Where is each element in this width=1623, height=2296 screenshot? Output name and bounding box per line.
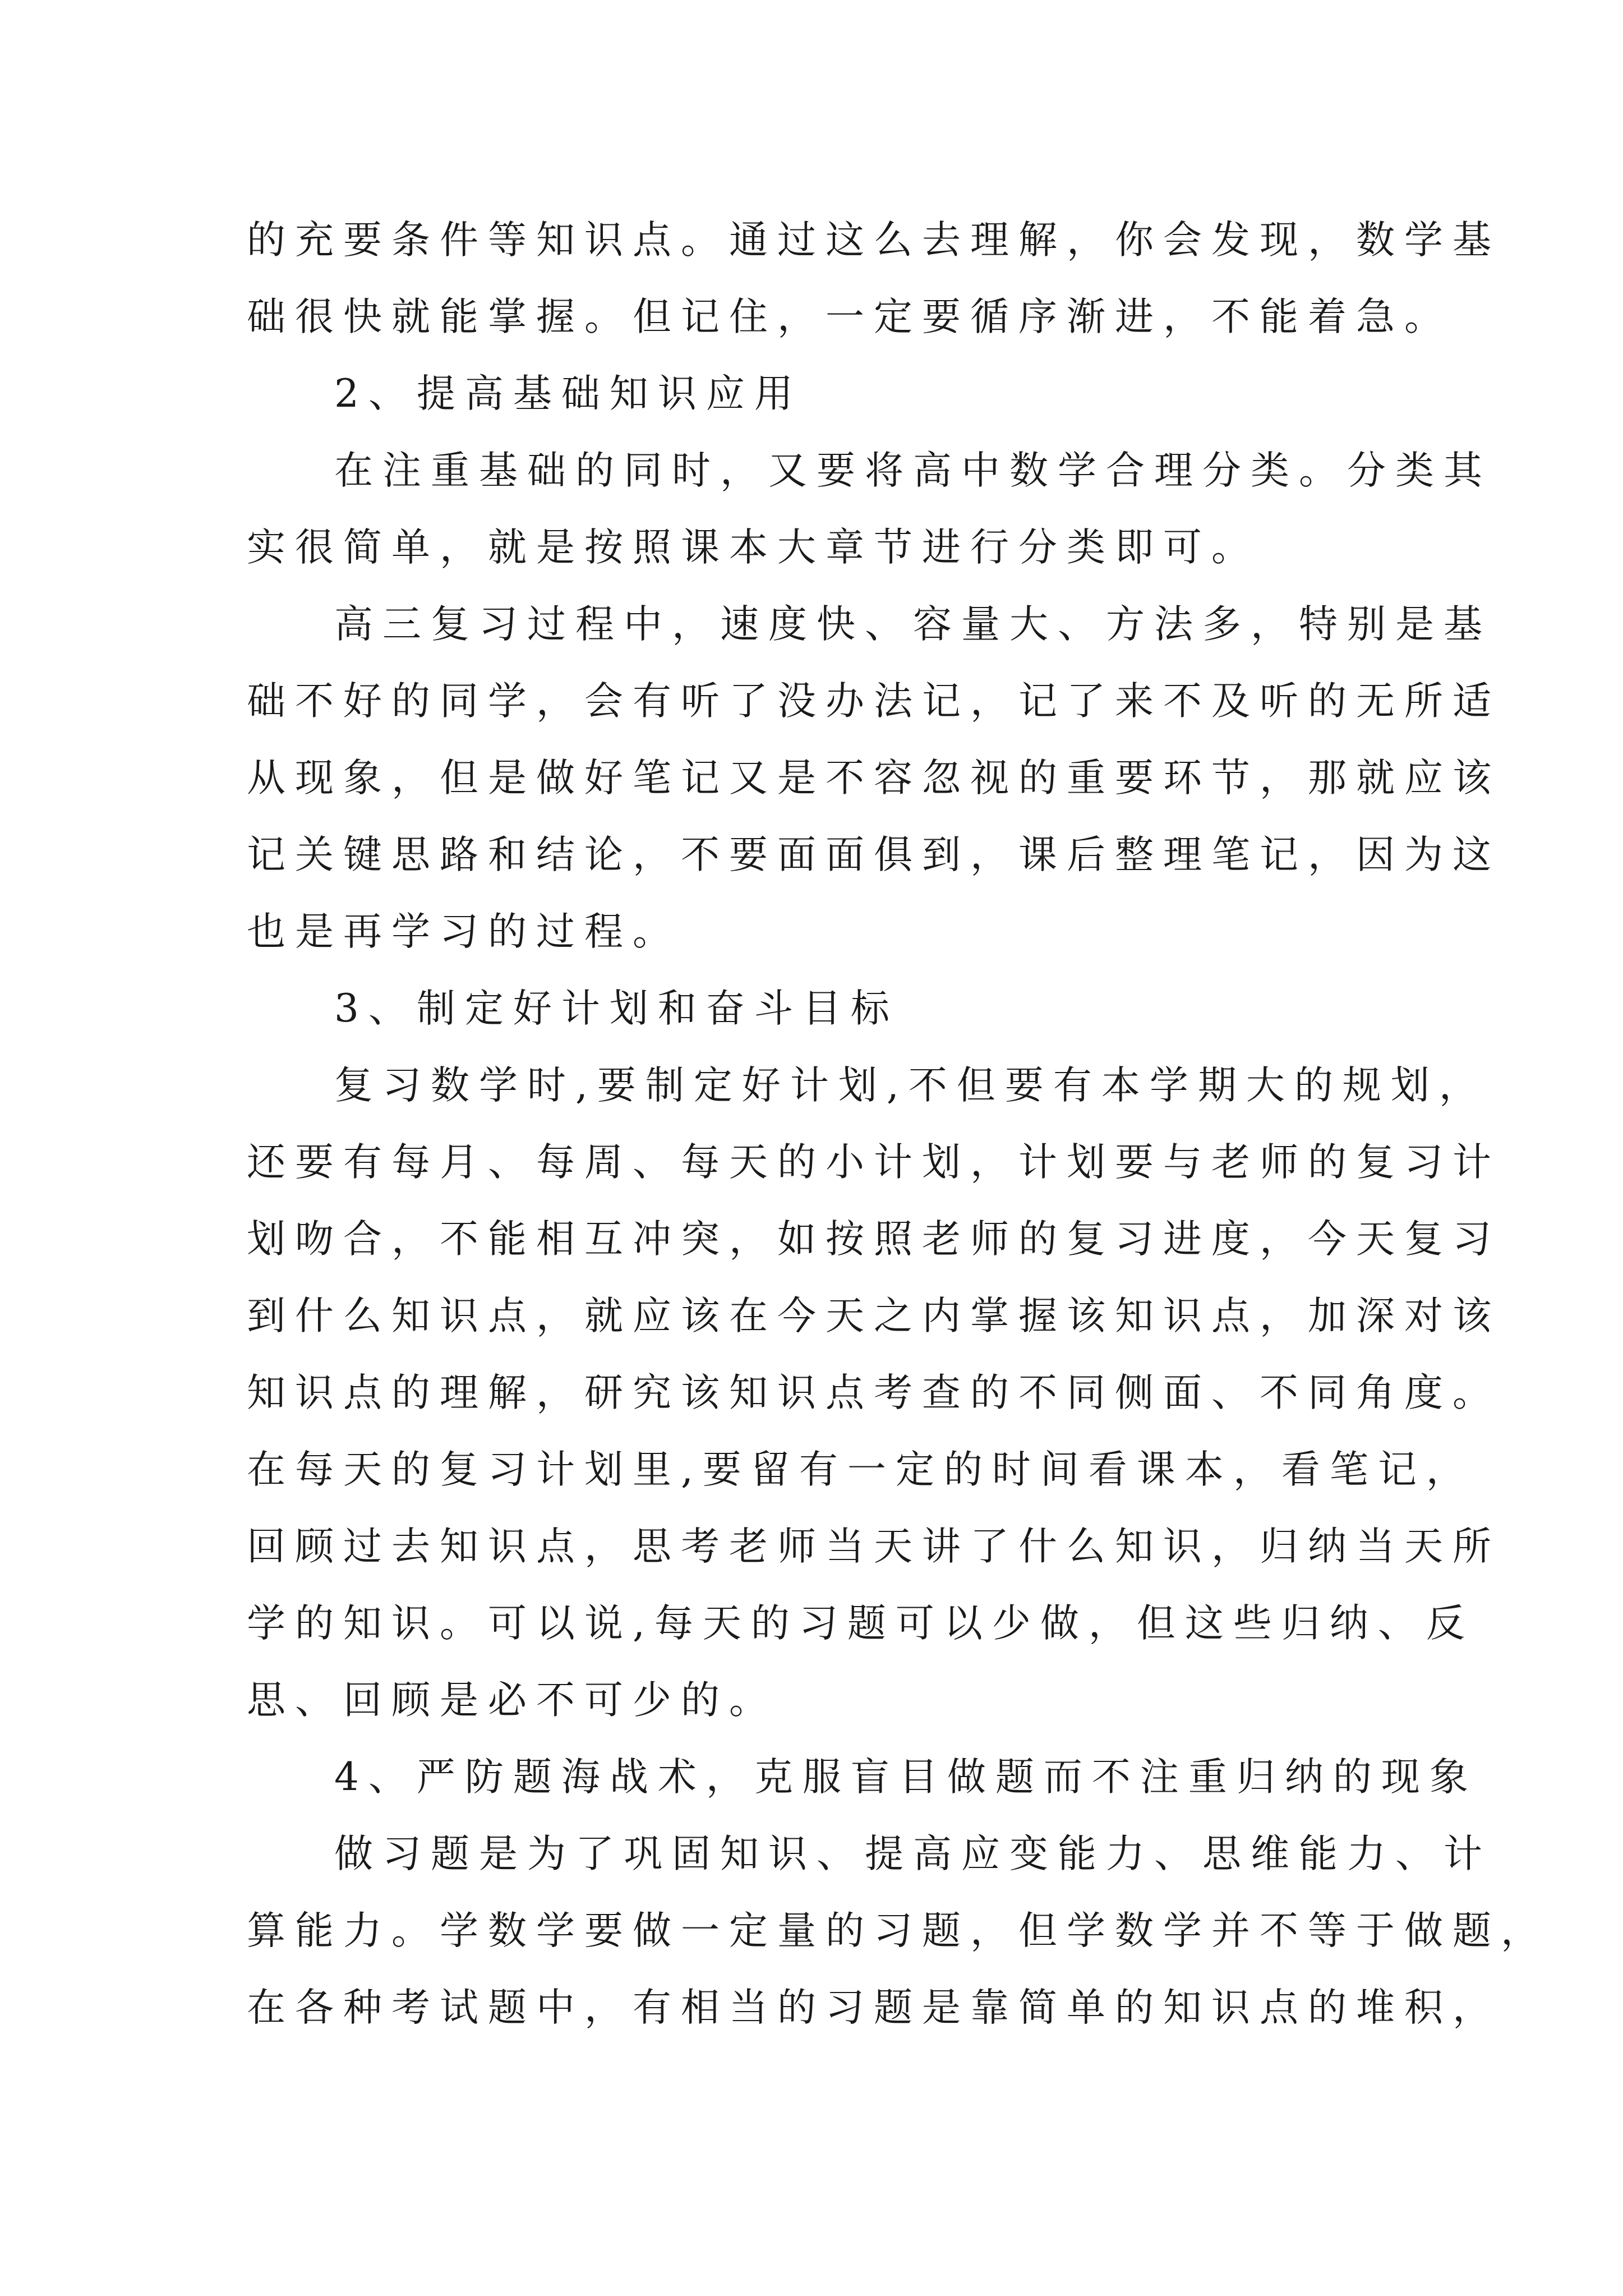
paragraph-line: 础很快就能掌握。但记住，一定要循序渐进，不能着急。 xyxy=(247,295,1453,339)
paragraph-line: 在注重基础的同时，又要将高中数学合理分类。分类其 xyxy=(334,448,1492,493)
paragraph-line: 高三复习过程中，速度快、容量大、方法多，特别是基 xyxy=(334,602,1492,647)
paragraph-line: 记关键思路和结论，不要面面俱到，课后整理笔记，因为这 xyxy=(247,832,1501,877)
paragraph-line: 学的知识。可以说,每天的习题可以少做，但这些归纳、反 xyxy=(247,1601,1474,1646)
section-heading: 2、提高基础知识应用 xyxy=(334,371,803,416)
paragraph-line: 在各种考试题中，有相当的习题是靠简单的知识点的堆积， xyxy=(247,1985,1501,2030)
paragraph-line: 也是再学习的过程。 xyxy=(247,909,681,954)
paragraph-line: 还要有每月、每周、每天的小计划，计划要与老师的复习计 xyxy=(247,1140,1501,1185)
paragraph-line: 在每天的复习计划里,要留有一定的时间看课本，看笔记， xyxy=(247,1447,1474,1492)
paragraph-line: 回顾过去知识点，思考老师当天讲了什么知识，归纳当天所 xyxy=(247,1524,1501,1569)
paragraph-line: 做习题是为了巩固知识、提高应变能力、思维能力、计 xyxy=(334,1832,1492,1876)
paragraph-line: 复习数学时,要制定好计划,不但要有本学期大的规划， xyxy=(334,1063,1487,1108)
paragraph-line: 的充要条件等知识点。通过这么去理解，你会发现，数学基 xyxy=(247,218,1501,263)
section-heading: 4、严防题海战术，克服盲目做题而不注重归纳的现象 xyxy=(334,1755,1478,1800)
paragraph-line: 划吻合，不能相互冲突，如按照老师的复习进度，今天复习 xyxy=(247,1217,1501,1262)
paragraph-line: 础不好的同学，会有听了没办法记，记了来不及听的无所适 xyxy=(247,679,1501,724)
paragraph-line: 从现象，但是做好笔记又是不容忽视的重要环节，那就应该 xyxy=(247,756,1501,800)
paragraph-line: 实很简单，就是按照课本大章节进行分类即可。 xyxy=(247,525,1260,570)
paragraph-line: 思、回顾是必不可少的。 xyxy=(247,1678,777,1723)
paragraph-line: 知识点的理解，研究该知识点考查的不同侧面、不同角度。 xyxy=(247,1370,1501,1415)
paragraph-line: 算能力。学数学要做一定量的习题，但学数学并不等于做题， xyxy=(247,1908,1549,1953)
paragraph-line: 到什么知识点，就应该在今天之内掌握该知识点，加深对该 xyxy=(247,1294,1501,1338)
section-heading: 3、制定好计划和奋斗目标 xyxy=(334,986,899,1031)
